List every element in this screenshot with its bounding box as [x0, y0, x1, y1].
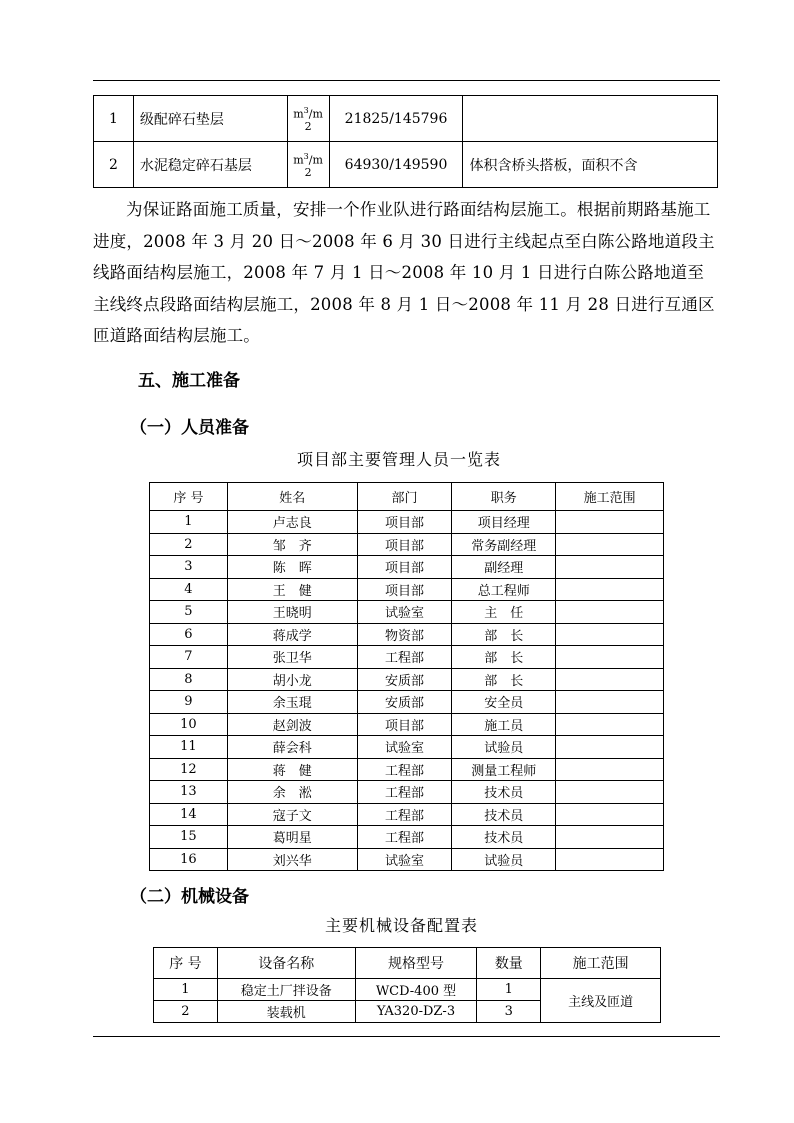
- department: 项目部: [357, 511, 452, 534]
- position: 技术员: [452, 826, 556, 849]
- subsection-heading-personnel: （一）人员准备: [130, 418, 249, 438]
- header-rule: [93, 80, 720, 81]
- column-header: 数量: [477, 948, 541, 979]
- staff-name: 卢志良: [227, 511, 357, 534]
- position: 测量工程师: [452, 758, 556, 781]
- work-scope: [556, 758, 664, 781]
- department: 物资部: [357, 623, 452, 646]
- position: 安全员: [452, 691, 556, 714]
- department: 项目部: [357, 556, 452, 579]
- row-number: 13: [150, 781, 228, 804]
- table-row: [94, 96, 718, 142]
- column-header: 职务: [452, 483, 556, 511]
- row-number: 2: [150, 533, 228, 556]
- column-header: 部门: [357, 483, 452, 511]
- row-number: 2: [94, 142, 134, 188]
- subsection-heading-equipment: （二）机械设备: [130, 887, 249, 907]
- position: 试验员: [452, 848, 556, 871]
- staff-name: 余 淞: [227, 781, 357, 804]
- work-scope: [556, 826, 664, 849]
- staff-name: 蒋成学: [227, 623, 357, 646]
- unit-cell: $m^3/m$ 2: [287, 142, 329, 188]
- staff-table-caption: 项目部主要管理人员一览表: [297, 450, 502, 469]
- work-scope: [556, 736, 664, 759]
- work-scope: [556, 533, 664, 556]
- equipment-quantity: 3: [477, 1001, 541, 1023]
- department: 项目部: [357, 713, 452, 736]
- table-row: [150, 533, 664, 556]
- work-scope: [556, 623, 664, 646]
- note: 体积含桥头搭板，面积不含: [463, 142, 718, 188]
- table-row: [150, 556, 664, 579]
- position: 常务副经理: [452, 533, 556, 556]
- table-row: [150, 511, 664, 534]
- staff-name: 余玉琨: [227, 691, 357, 714]
- column-header: 规格型号: [355, 948, 477, 979]
- column-header: 序 号: [150, 483, 228, 511]
- row-number: 1: [150, 511, 228, 534]
- row-number: 4: [150, 578, 228, 601]
- position: 部 长: [452, 668, 556, 691]
- staff-name: 薛会科: [227, 736, 357, 759]
- work-scope: [556, 713, 664, 736]
- position: 技术员: [452, 803, 556, 826]
- unit-cell: $m^3/m$ 2: [287, 96, 329, 142]
- item-name: 水泥稳定碎石基层: [133, 142, 287, 188]
- table-row: [150, 713, 664, 736]
- staff-name: 葛明星: [227, 826, 357, 849]
- position: 总工程师: [452, 578, 556, 601]
- table-row: [150, 848, 664, 871]
- work-scope: [556, 803, 664, 826]
- note: [463, 96, 718, 142]
- row-number: 3: [150, 556, 228, 579]
- staff-name: 陈 晖: [227, 556, 357, 579]
- work-scope: [556, 691, 664, 714]
- department: 工程部: [357, 781, 452, 804]
- equipment-model: YA320-DZ-3: [355, 1001, 477, 1023]
- staff-name: 胡小龙: [227, 668, 357, 691]
- equipment-table: [153, 947, 661, 1023]
- row-number: 7: [150, 646, 228, 669]
- department: 安质部: [357, 691, 452, 714]
- quantity: 21825/145796: [329, 96, 463, 142]
- table-header-row: [150, 483, 664, 511]
- table-row: [150, 691, 664, 714]
- position: 技术员: [452, 781, 556, 804]
- position: 部 长: [452, 646, 556, 669]
- department: 安质部: [357, 668, 452, 691]
- staff-name: 邹 齐: [227, 533, 357, 556]
- row-number: 15: [150, 826, 228, 849]
- column-header: 序 号: [154, 948, 218, 979]
- department: 工程部: [357, 646, 452, 669]
- work-scope: [556, 601, 664, 624]
- department: 项目部: [357, 533, 452, 556]
- row-number: 1: [94, 96, 134, 142]
- department: 工程部: [357, 826, 452, 849]
- column-header: 设备名称: [217, 948, 355, 979]
- position: 主 任: [452, 601, 556, 624]
- staff-table: [149, 482, 664, 871]
- staff-name: 刘兴华: [227, 848, 357, 871]
- row-number: 16: [150, 848, 228, 871]
- work-scope: [556, 511, 664, 534]
- table-row: [150, 758, 664, 781]
- equipment-scope: 主线及匝道: [541, 979, 661, 1023]
- equipment-model: WCD-400 型: [355, 979, 477, 1001]
- table-row: [150, 601, 664, 624]
- table-header-row: [154, 948, 661, 979]
- position: 施工员: [452, 713, 556, 736]
- department: 试验室: [357, 736, 452, 759]
- quantity: 64930/149590: [329, 142, 463, 188]
- row-number: 9: [150, 691, 228, 714]
- work-scope: [556, 848, 664, 871]
- staff-name: 赵剑波: [227, 713, 357, 736]
- department: 试验室: [357, 848, 452, 871]
- table-row: [150, 578, 664, 601]
- paragraph-text: 为保证路面施工质量，安排一个作业队进行路面结构层施工。根据前期路基施工进度，2008 年 3 月 20 日～2008 年 6 月 30 日进行主线起点至白陈公路地道段主线路面结构层施工，2008 年 7 月 1 日～2008 年 10 月 1 日进行白陈公路地道至主线终点段路面结构层施工，2008 年 8 月 1 日～2008 年 11 月 28 日进行互通区匝道路面结构层施工。: [93, 200, 715, 345]
- staff-name: 王 健: [227, 578, 357, 601]
- row-number: 6: [150, 623, 228, 646]
- table-row: [150, 668, 664, 691]
- table-row: [150, 781, 664, 804]
- position: 项目经理: [452, 511, 556, 534]
- row-number: 14: [150, 803, 228, 826]
- equipment-name: 装载机: [217, 1001, 355, 1023]
- department: 试验室: [357, 601, 452, 624]
- row-number: 10: [150, 713, 228, 736]
- work-scope: [556, 646, 664, 669]
- equipment-table-caption: 主要机械设备配置表: [325, 916, 479, 935]
- table-row: [154, 979, 661, 1001]
- work-scope: [556, 578, 664, 601]
- equipment-name: 稳定土厂拌设备: [217, 979, 355, 1001]
- table-row: [94, 142, 718, 188]
- position: 试验员: [452, 736, 556, 759]
- staff-name: 蒋 健: [227, 758, 357, 781]
- column-header: 施工范围: [556, 483, 664, 511]
- staff-name: 寇子文: [227, 803, 357, 826]
- department: 工程部: [357, 758, 452, 781]
- row-number: 12: [150, 758, 228, 781]
- footer-rule: [93, 1036, 720, 1037]
- staff-name: 王晓明: [227, 601, 357, 624]
- table-row: [150, 826, 664, 849]
- row-number: 5: [150, 601, 228, 624]
- department: 项目部: [357, 578, 452, 601]
- equipment-quantity: 1: [477, 979, 541, 1001]
- row-number: 2: [154, 1001, 218, 1023]
- work-scope: [556, 556, 664, 579]
- work-scope: [556, 668, 664, 691]
- work-scope: [556, 781, 664, 804]
- item-name: 级配碎石垫层: [133, 96, 287, 142]
- position: 副经理: [452, 556, 556, 579]
- row-number: 11: [150, 736, 228, 759]
- table-row: [150, 623, 664, 646]
- table-row: [150, 646, 664, 669]
- row-number: 8: [150, 668, 228, 691]
- section-heading: 五、施工准备: [138, 371, 240, 391]
- staff-name: 张卫华: [227, 646, 357, 669]
- department: 工程部: [357, 803, 452, 826]
- quantity-table: [93, 95, 718, 188]
- row-number: 1: [154, 979, 218, 1001]
- column-header: 姓名: [227, 483, 357, 511]
- column-header: 施工范围: [541, 948, 661, 979]
- table-row: [150, 736, 664, 759]
- table-row: [150, 803, 664, 826]
- position: 部 长: [452, 623, 556, 646]
- schedule-paragraph: [93, 194, 718, 352]
